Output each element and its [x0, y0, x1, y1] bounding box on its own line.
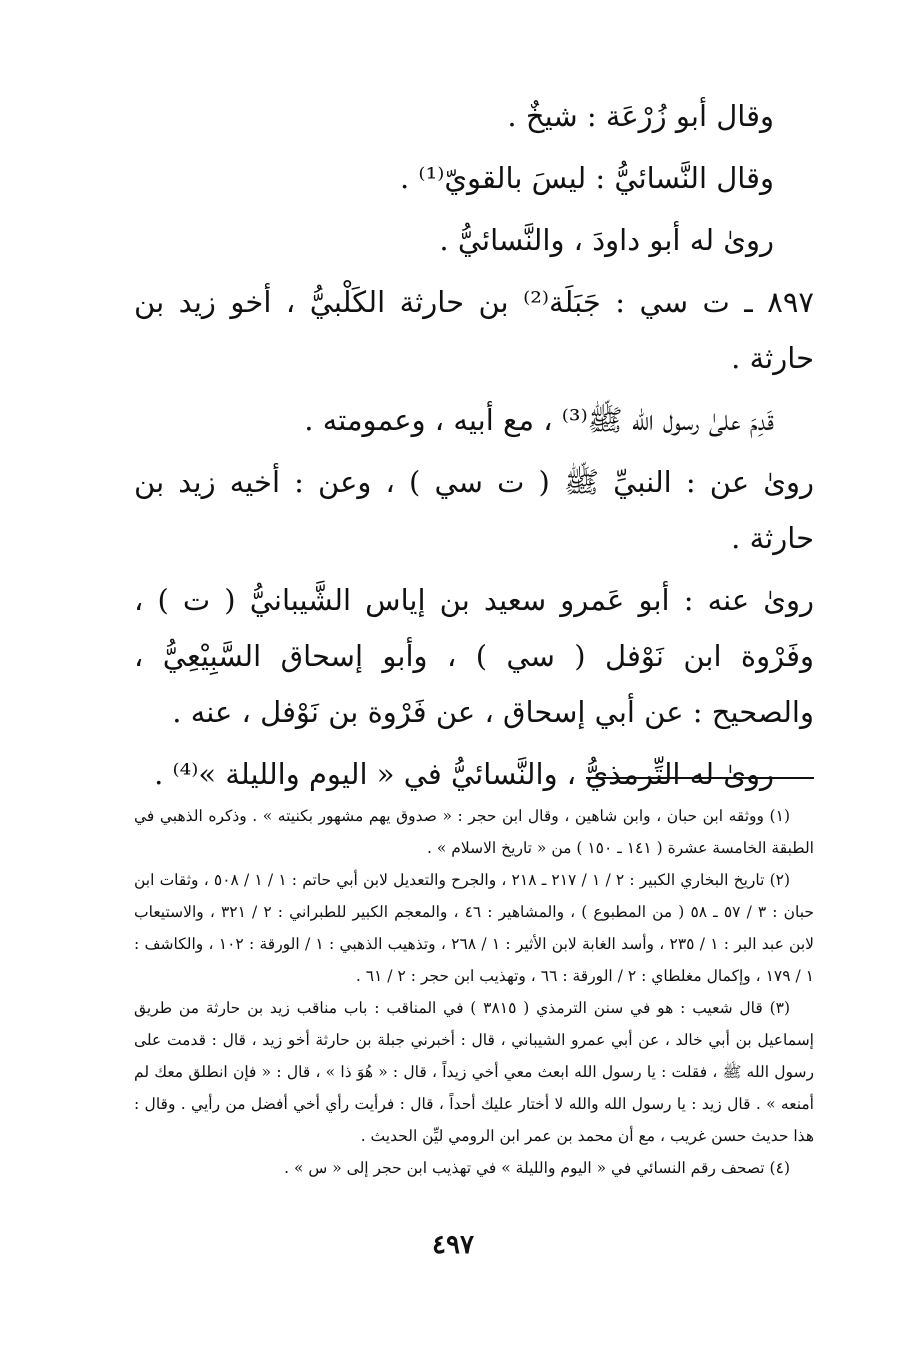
footnote-4: (٤) تصحف رقم النسائي في « اليوم والليلة » في تهذيب ابن حجر إلى « س » .	[284, 1159, 790, 1177]
main-text	[134, 88, 814, 808]
main-line-2: وقال النَّسائيُّ : ليسَ بالقويّ⁽¹⁾ .	[400, 161, 774, 195]
main-line-6: روىٰ عن : النبيِّ ﷺ ( ت سي ) ، وعن : أخيه زيد بن حارثة .	[134, 465, 814, 555]
footnote-divider	[586, 777, 814, 779]
footnotes	[134, 800, 814, 1184]
main-line-8: روىٰ له التِّرمذيُّ ، والنَّسائيُّ في « اليوم والليلة »⁽⁴⁾ .	[154, 757, 774, 791]
footnote-1: (١) ووثقه ابن حبان ، وابن شاهين ، وقال ابن حجر : « صدوق يهم مشهور بكنيته » . وذكره الذهبي في الطبقة الخامسة عشرة ( ١٤١ ـ ١٥٠ ) من « تاريخ الاسلام » .	[134, 807, 814, 857]
main-line-3: روىٰ له أبو داودَ ، والنَّسائيُّ .	[439, 223, 774, 257]
footnote-3: (٣) قال شعيب : هو في سنن الترمذي ( ٣٨١٥ ) في المناقب : باب مناقب زيد بن حارثة من طريق إسماعيل بن أبي خالد ، عن أبي عمرو الشيباني ، قال : أخبرني جبلة بن حارثة أخو زيد ، قال : قدمت على رسول الله ﷺ ، فقلت : يا رسول الله ابعث معي أخي زيداً ، قال : « هُوَ ذا » ، قال : « فإن انطلق معك لم أمنعه » . قال زيد : يا رسول الله والله لا أختار عليك أحداً ، قال : فرأيت رأي أخي أفضل من رأيي . وقال : هذا حديث حسن غريب ، مع أن محمد بن عمر ابن الرومي ليِّن الحديث .	[134, 999, 814, 1145]
main-line-1: وقال أبو زُرْعَة : شيخٌ .	[507, 99, 774, 133]
entry-heading-897: ٨٩٧ ـ ت سي : جَبَلَة⁽²⁾ بن حارثة الكَلْبيُّ ، أخو زيد بن حارثة .	[134, 285, 815, 375]
footnote-2: (٢) تاريخ البخاري الكبير : ٢ / ١ / ٢١٧ ـ ٢١٨ ، والجرح والتعديل لابن أبي حاتم : ١ / ١ / ٥٠٨ ، وثقات ابن حبان : ٣ / ٥٧ ـ ٥٨ ( من المطبوع ) ، والمشاهير : ٤٦ ، والمعجم الكبير للطبراني : ٢ / ٣٢١ ، والاستيعاب لابن عبد البر : ١ / ٢٣٥ ، وأسد الغابة لابن الأثير : ١ / ٢٦٨ ، وتذهيب الذهبي : ١ / الورقة : ١٠٢ ، والكاشف : ١ / ١٧٩ ، وإكمال مغلطاي : ٢ / الورقة : ٦٦ ، وتهذيب ابن حجر : ٢ / ٦١ .	[134, 871, 815, 985]
main-line-7: روىٰ عنه : أبو عَمرو سعيد بن إياس الشَّيبانيُّ ( ت ) ، وفَرْوة ابن نَوْفل ( سي ) ، وأبو إسحاق السَّبِيْعِيُّ ، والصحيح : عن أبي إسحاق ، عن فَرْوة بن نَوْفل ، عنه .	[134, 583, 814, 729]
page-number: ٤٩٧	[432, 1230, 474, 1260]
main-line-5: قَدِمَ علىٰ رسول الله ﷺ⁽³⁾ ، مع أبيه ، وعمومته .	[304, 403, 774, 437]
